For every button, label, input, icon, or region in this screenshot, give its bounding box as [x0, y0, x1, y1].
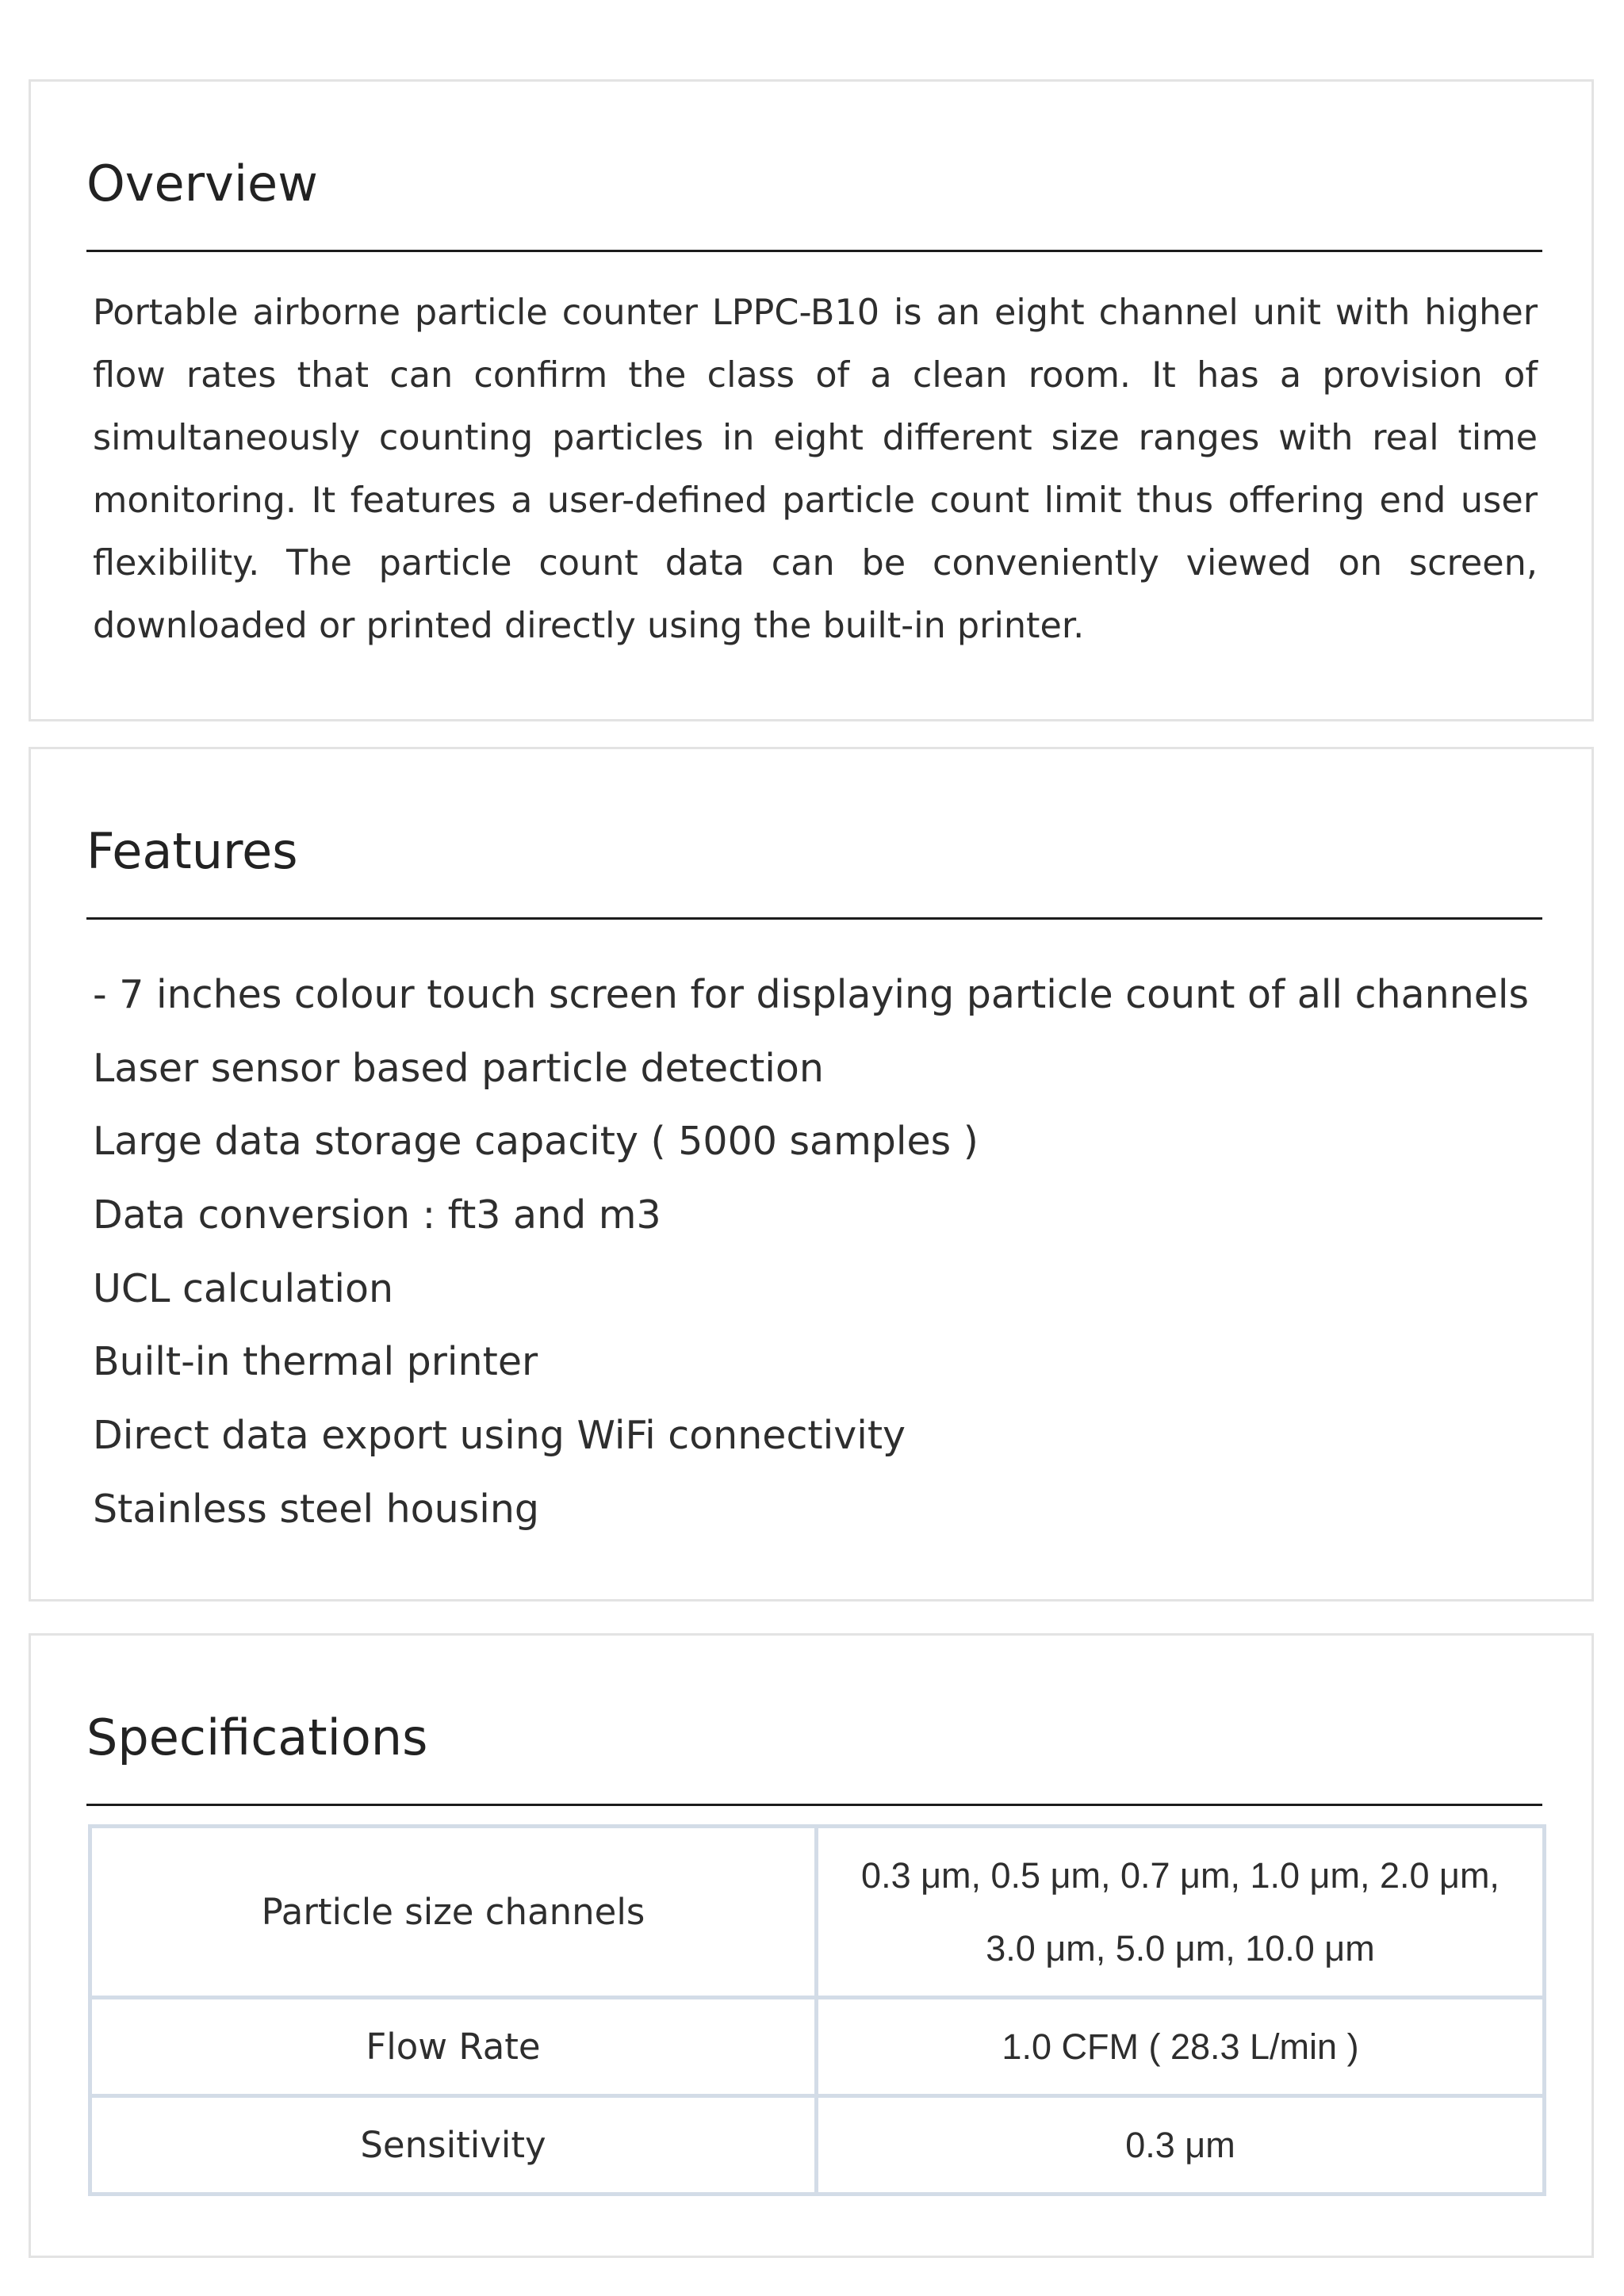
overview-paragraph: Portable airborne particle counter LPPC-B10 is an eight channel unit with higher flow rates that can confirm the class of a clean room. It has a provision of simultaneously counting particles in eight different size ranges with real time monitoring. It features a user-defined particle count limit thus offering end user flexibility. The particle count data can be conveniently viewed on screen, downloaded or printed directly using the built-in printer. [93, 293, 1538, 646]
feature-item-wifi-export: Direct data export using WiFi connectivity [93, 1413, 906, 1459]
spec-value-flow-rate: 1.0 CFM ( 28.3 L/min ) [817, 1998, 1545, 2096]
feature-item-data-conversion: Data conversion : ft3 and m3 [93, 1192, 661, 1238]
overview-title-divider [86, 250, 1542, 252]
spec-value-sensitivity: 0.3 μm [817, 2096, 1545, 2195]
feature-item-laser-sensor: Laser sensor based particle detection [93, 1045, 824, 1091]
spec-label-particle-size-channels: Particle size channels [90, 1827, 817, 1998]
feature-item-data-storage: Large data storage capacity ( 5000 samples ) [93, 1119, 979, 1165]
spec-value-line: 0.3 μm, 0.5 μm, 0.7 μm, 1.0 μm, 2.0 μm, [861, 1854, 1500, 1896]
overview-section [29, 79, 1594, 721]
features-title-divider [86, 917, 1542, 920]
overview-title: Overview [86, 155, 318, 212]
table-row [90, 1998, 1545, 2096]
feature-item-thermal-printer: Built-in thermal printer [93, 1339, 538, 1385]
table-row [90, 1827, 1545, 1998]
specifications-table [88, 1824, 1546, 2196]
features-section [29, 747, 1594, 1601]
spec-label-sensitivity: Sensitivity [90, 2096, 817, 2195]
feature-item-steel-housing: Stainless steel housing [93, 1486, 540, 1532]
spec-value-line: 3.0 μm, 5.0 μm, 10.0 μm [986, 1927, 1375, 1969]
features-list [93, 959, 1560, 1547]
feature-item-ucl-calculation: UCL calculation [93, 1265, 394, 1311]
feature-item-touch-screen: - 7 inches colour touch screen for displaying particle count of all channels [93, 972, 1530, 1017]
specifications-title: Specifications [86, 1709, 428, 1766]
specifications-section [29, 1633, 1594, 2258]
table-row [90, 2096, 1545, 2195]
spec-value-particle-size-channels [817, 1827, 1545, 1998]
spec-label-flow-rate: Flow Rate [90, 1998, 817, 2096]
features-title: Features [86, 822, 298, 880]
specifications-title-divider [86, 1804, 1542, 1806]
